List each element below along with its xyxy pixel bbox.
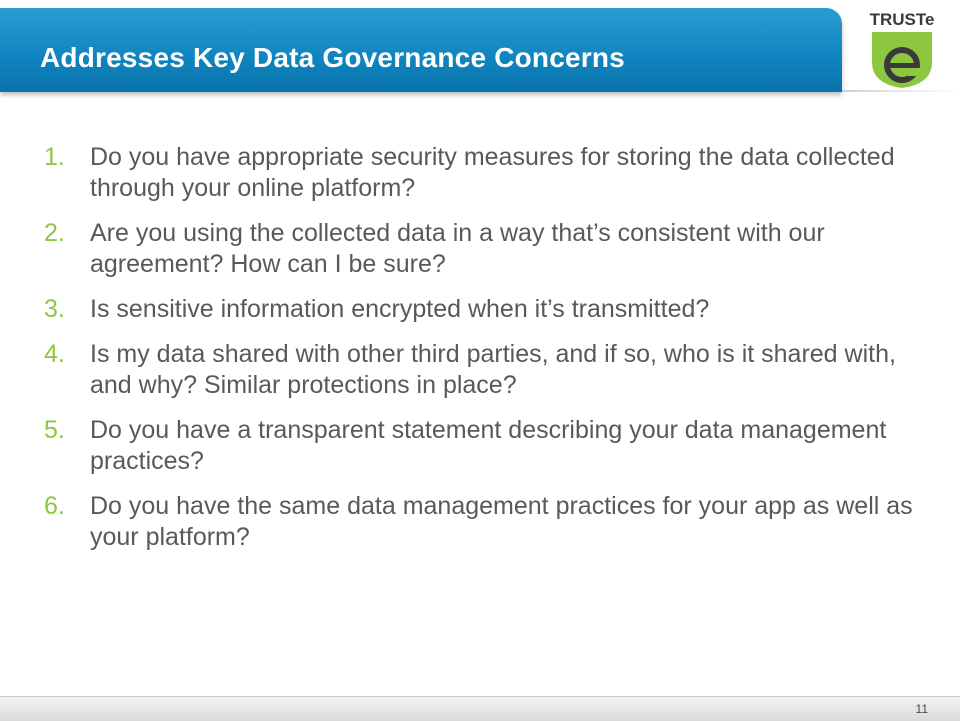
list-text: Is my data shared with other third parties, and if so, who is it shared with, and why? Similar protections in place? bbox=[90, 340, 896, 399]
list-number: 6. bbox=[44, 492, 65, 520]
list-number: 1. bbox=[44, 143, 65, 171]
list-text: Do you have appropriate security measures for storing the data collected through your online platform? bbox=[90, 143, 895, 202]
list-number: 2. bbox=[44, 219, 65, 247]
truste-logo bbox=[862, 10, 942, 90]
list-item bbox=[44, 142, 924, 204]
list-text: Do you have the same data management practices for your app as well as your platform? bbox=[90, 492, 913, 551]
logo-text: TRUSTe bbox=[869, 10, 935, 29]
truste-e-shield-icon bbox=[870, 32, 934, 88]
list-item bbox=[44, 339, 924, 401]
concerns-list bbox=[44, 142, 924, 567]
list-text: Is sensitive information encrypted when it’s transmitted? bbox=[90, 295, 710, 323]
footer-bar bbox=[0, 696, 960, 721]
page-number: 11 bbox=[915, 702, 928, 716]
list-item bbox=[44, 218, 924, 280]
title-bar bbox=[0, 8, 842, 92]
list-text: Do you have a transparent statement describing your data management practices? bbox=[90, 416, 887, 475]
list-text: Are you using the collected data in a way that’s consistent with our agreement? How can I be sure? bbox=[90, 219, 825, 278]
list-number: 4. bbox=[44, 340, 65, 368]
list-item bbox=[44, 415, 924, 477]
slide-title: Addresses Key Data Governance Concerns bbox=[40, 42, 625, 73]
header-rule bbox=[842, 90, 960, 92]
list-item bbox=[44, 294, 924, 325]
list-number: 3. bbox=[44, 295, 65, 323]
list-item bbox=[44, 491, 924, 553]
list-number: 5. bbox=[44, 416, 65, 444]
